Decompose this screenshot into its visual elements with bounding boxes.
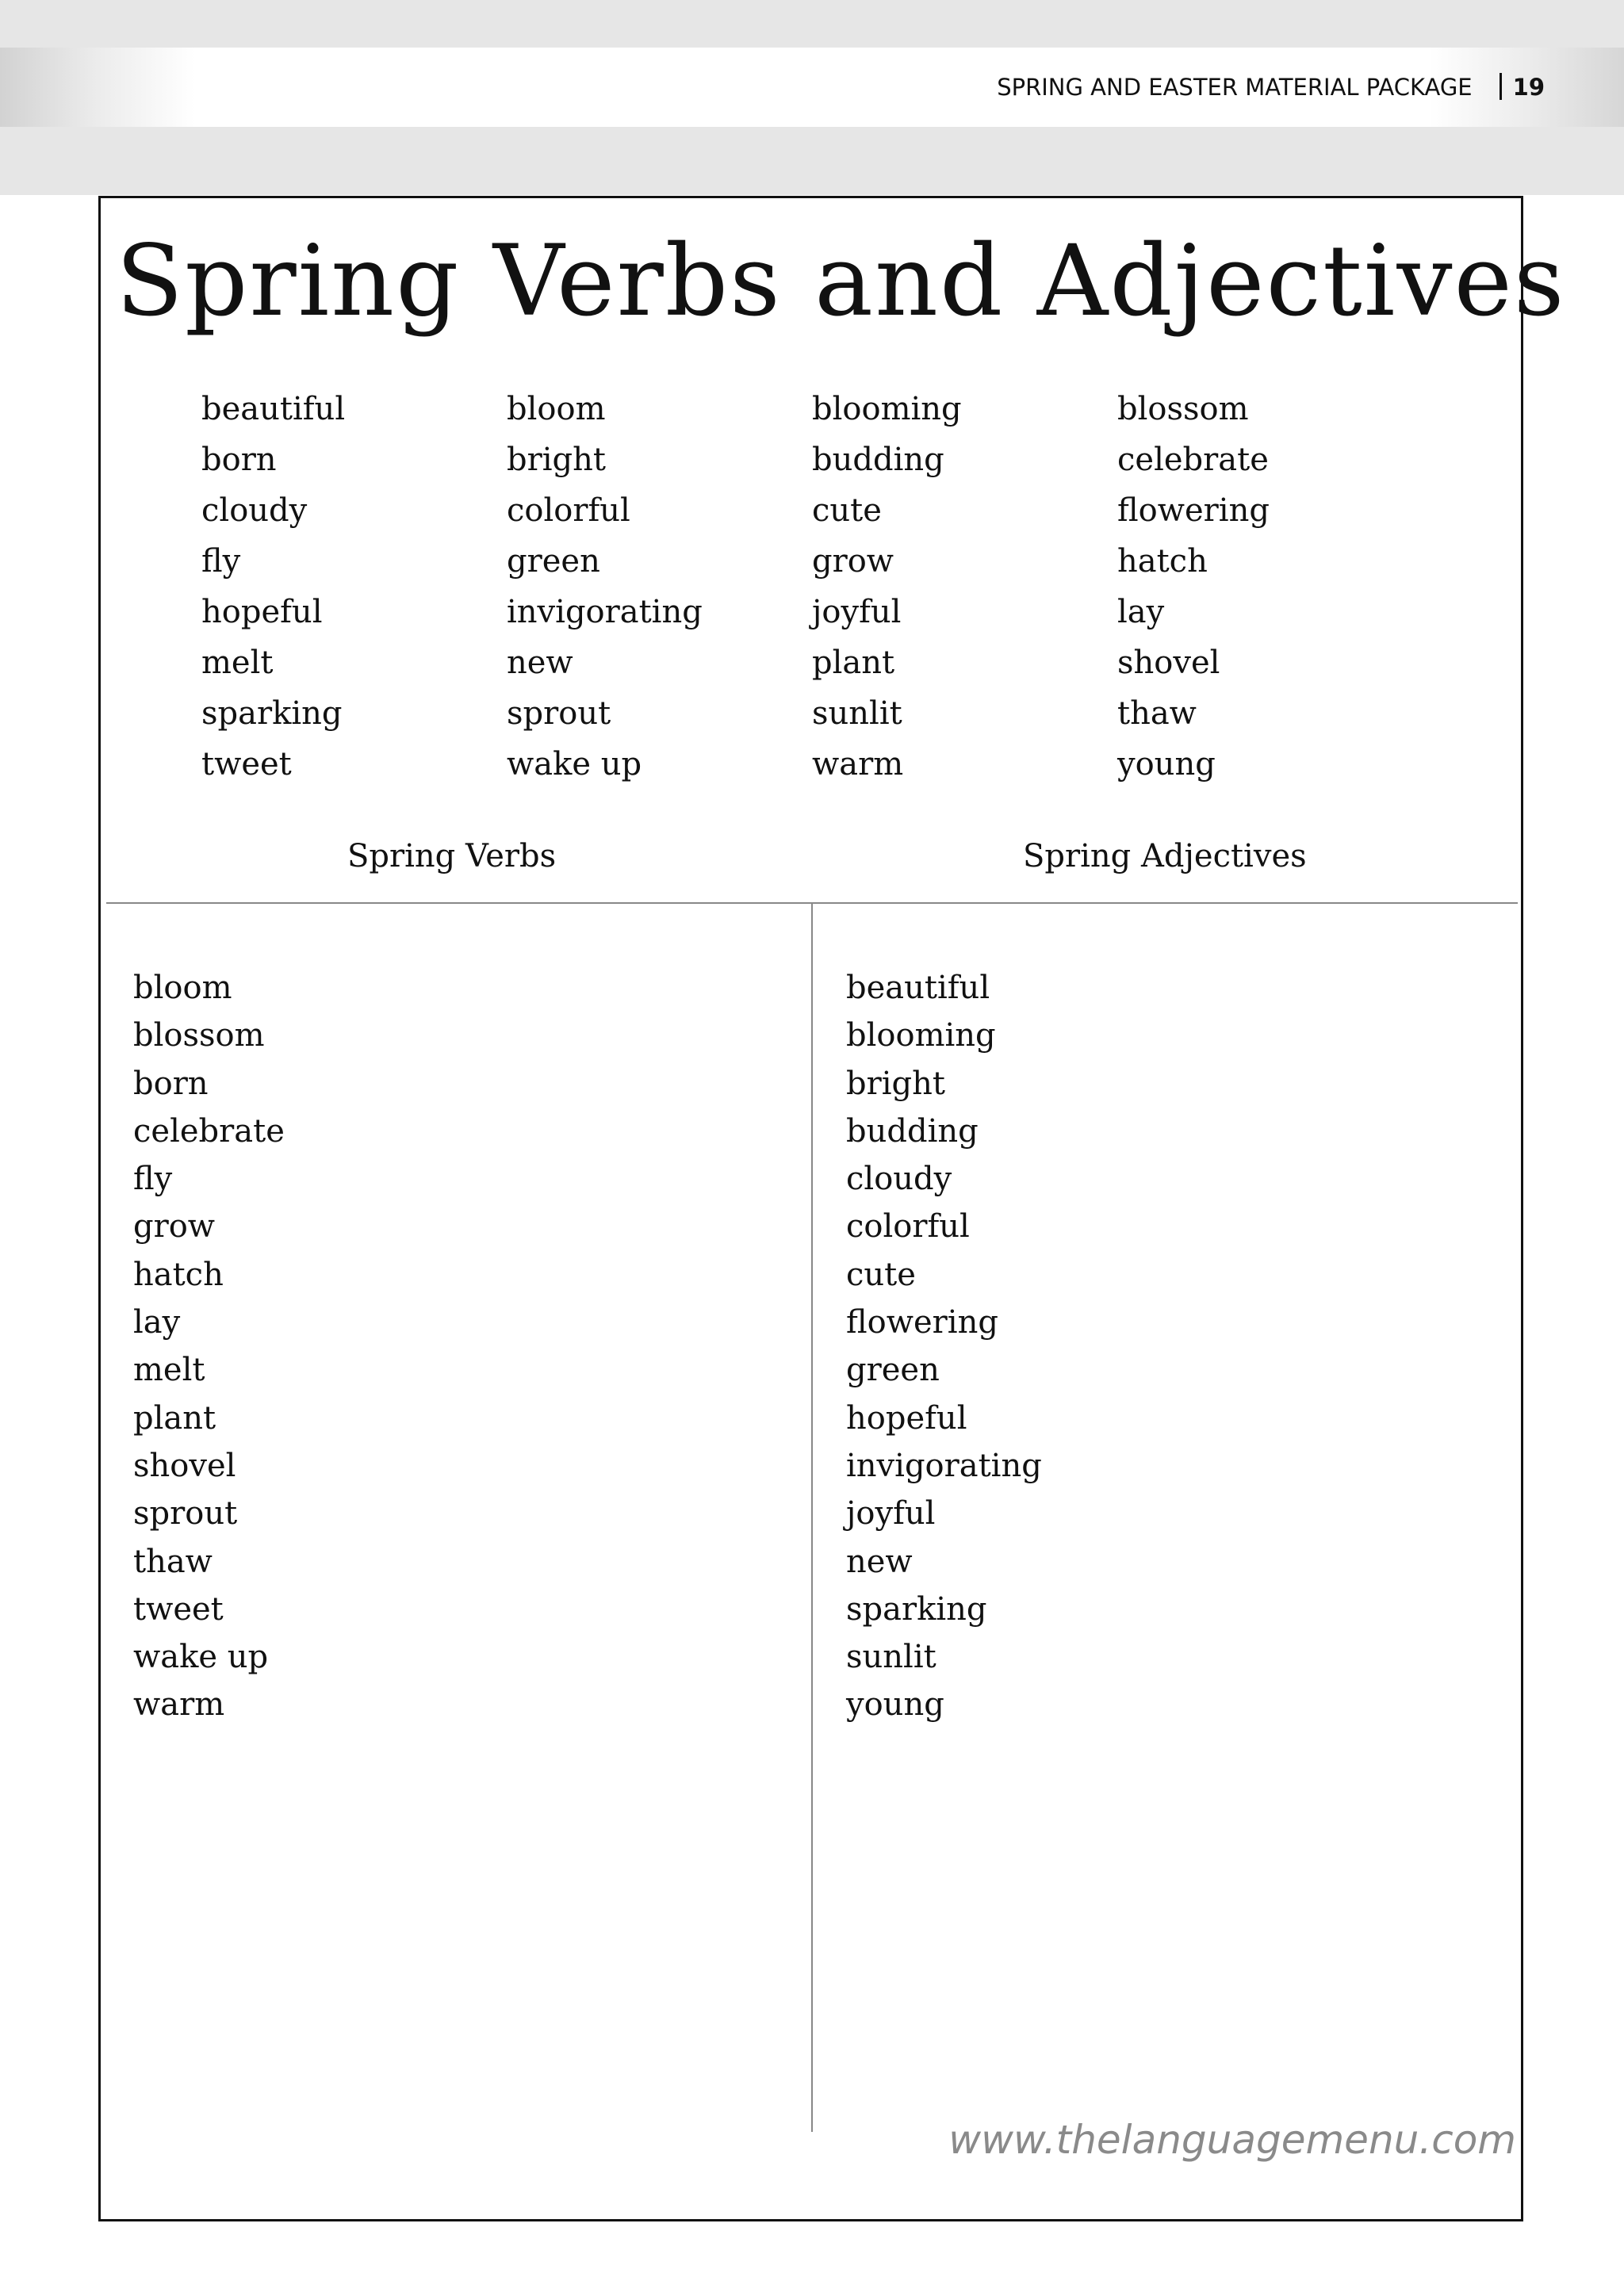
adjective-item: cute xyxy=(846,1256,916,1293)
adjective-item: bright xyxy=(846,1065,945,1102)
verbs-heading: Spring Verbs xyxy=(347,838,557,874)
verb-item: melt xyxy=(133,1352,205,1389)
adjective-item: flowering xyxy=(846,1304,998,1341)
verb-item: warm xyxy=(133,1686,225,1724)
word-bank-item: flowering xyxy=(1117,492,1270,529)
word-bank-item: blooming xyxy=(812,391,962,427)
word-bank-item: grow xyxy=(812,543,894,580)
verb-item: tweet xyxy=(133,1590,224,1628)
verbs-list xyxy=(133,964,285,1729)
adjective-item: budding xyxy=(846,1112,979,1150)
word-bank-item: new xyxy=(507,645,573,681)
word-bank-item: wake up xyxy=(507,746,642,783)
word-bank-item: born xyxy=(201,442,277,478)
word-bank-item: blossom xyxy=(1117,391,1249,427)
header-separator xyxy=(1500,73,1502,100)
adjective-item: sparking xyxy=(846,1590,987,1628)
word-bank xyxy=(201,384,1423,790)
adjective-item: new xyxy=(846,1543,913,1580)
top-gray-band xyxy=(0,0,1624,48)
word-bank-item: cloudy xyxy=(201,492,308,529)
word-bank-item: celebrate xyxy=(1117,442,1269,478)
adjective-item: cloudy xyxy=(846,1161,952,1198)
header-text xyxy=(997,48,1545,127)
adjective-item: colorful xyxy=(846,1208,970,1246)
word-bank-item: invigorating xyxy=(507,594,703,630)
word-bank-item: tweet xyxy=(201,746,292,783)
verb-item: sprout xyxy=(133,1495,238,1533)
adjective-item: young xyxy=(846,1686,944,1724)
verb-item: wake up xyxy=(133,1639,269,1676)
word-bank-item: hatch xyxy=(1117,543,1208,580)
word-bank-item: bloom xyxy=(507,391,606,427)
word-bank-item: sparking xyxy=(201,695,343,732)
adjectives-list xyxy=(846,964,1042,1729)
word-bank-item: cute xyxy=(812,492,882,529)
adjective-item: green xyxy=(846,1352,940,1389)
column-divider-vertical xyxy=(811,903,813,2132)
word-bank-item: joyful xyxy=(812,594,902,630)
word-bank-item: lay xyxy=(1117,594,1165,630)
adjective-item: invigorating xyxy=(846,1447,1042,1484)
word-bank-item: warm xyxy=(812,746,904,783)
verb-item: grow xyxy=(133,1208,216,1246)
word-bank-item: hopeful xyxy=(201,594,323,630)
adjective-item: blooming xyxy=(846,1017,996,1054)
word-bank-item: green xyxy=(507,543,600,580)
verb-item: shovel xyxy=(133,1447,236,1484)
word-bank-item: budding xyxy=(812,442,944,478)
verb-item: thaw xyxy=(133,1543,213,1580)
verb-item: celebrate xyxy=(133,1112,285,1150)
package-title: SPRING AND EASTER MATERIAL PACKAGE xyxy=(997,74,1473,101)
word-bank-item: sunlit xyxy=(812,695,902,732)
page-number: 19 xyxy=(1512,74,1545,101)
verb-item: lay xyxy=(133,1304,181,1341)
verb-item: bloom xyxy=(133,970,232,1006)
adjective-item: sunlit xyxy=(846,1639,936,1676)
verb-item: blossom xyxy=(133,1017,265,1054)
word-bank-item: melt xyxy=(201,645,274,681)
verb-item: fly xyxy=(133,1161,173,1198)
verb-item: hatch xyxy=(133,1256,224,1293)
page-title: Spring Verbs and Adjectives xyxy=(116,224,1566,339)
word-bank-item: plant xyxy=(812,645,895,681)
word-bank-item: sprout xyxy=(507,695,611,732)
word-bank-item: fly xyxy=(201,543,241,580)
website-url: www.thelanguagemenu.com xyxy=(948,2117,1516,2163)
word-bank-item: young xyxy=(1117,746,1216,783)
word-bank-item: shovel xyxy=(1117,645,1220,681)
verb-item: born xyxy=(133,1065,209,1102)
verb-item: plant xyxy=(133,1399,216,1437)
header-lower-band xyxy=(0,127,1624,195)
word-bank-item: colorful xyxy=(507,492,630,529)
adjectives-heading: Spring Adjectives xyxy=(1023,838,1307,874)
word-bank-item: thaw xyxy=(1117,695,1197,732)
adjective-item: hopeful xyxy=(846,1399,967,1437)
word-bank-item: bright xyxy=(507,442,606,478)
adjective-item: beautiful xyxy=(846,970,990,1006)
word-bank-item: beautiful xyxy=(201,391,346,427)
adjective-item: joyful xyxy=(846,1495,936,1533)
